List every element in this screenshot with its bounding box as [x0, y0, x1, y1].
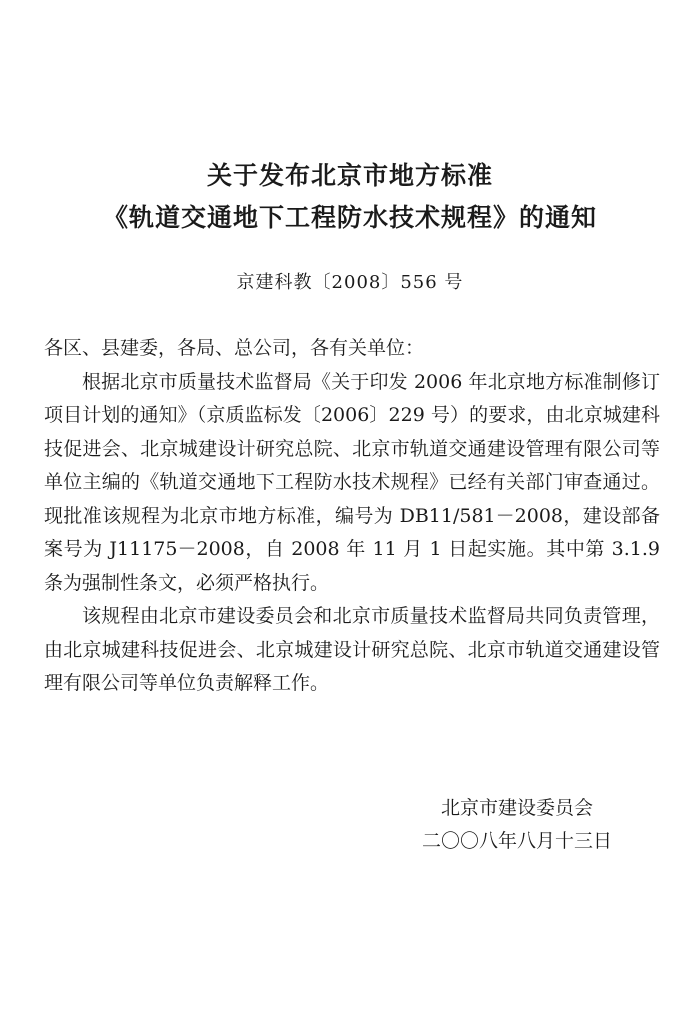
addressee-line: 各区、县建委，各局、总公司，各有关单位： [44, 337, 425, 359]
notice-title-line2: 《轨道交通地下工程防水技术规程》的通知 [102, 203, 597, 232]
signature-date: 二〇〇八年八月十三日 [421, 830, 612, 852]
notice-title-line1: 关于发布北京市地方标准 [206, 161, 493, 190]
signature-block [422, 792, 612, 858]
document-number: 京建科教〔2008〕556 号 [236, 272, 464, 293]
body-paragraph-2: 该规程由北京市建设委员会和北京市质量技术监督局共同负责管理，由北京城建科技促进会、北京城建设计研究总院、北京市轨道交通建设管理有限公司等单位负责解释工作。 [44, 605, 660, 694]
signature-organization: 北京市建设委员会 [440, 797, 593, 819]
notice-body [44, 332, 660, 701]
body-paragraph-1: 根据北京市质量技术监督局《关于印发 2006 年北京地方标准制修订项目计划的通知》（京质监标发〔2006〕229 号）的要求，由北京城建科技促进会、北京城建设计研究总院、北京市轨道交通建设管理有限公司等单位主编的《轨道交通地下工程防水技术规程》已经有关部门审查通过。现批准该规程为北京市地方标准，编号为 DB11/581－2008，建设部备案号为 J11175－2008，自 2008 年 11 月 1 日起实施。其中第 3.1.9 条为强制性条文，必须严格执行。 [44, 370, 660, 594]
